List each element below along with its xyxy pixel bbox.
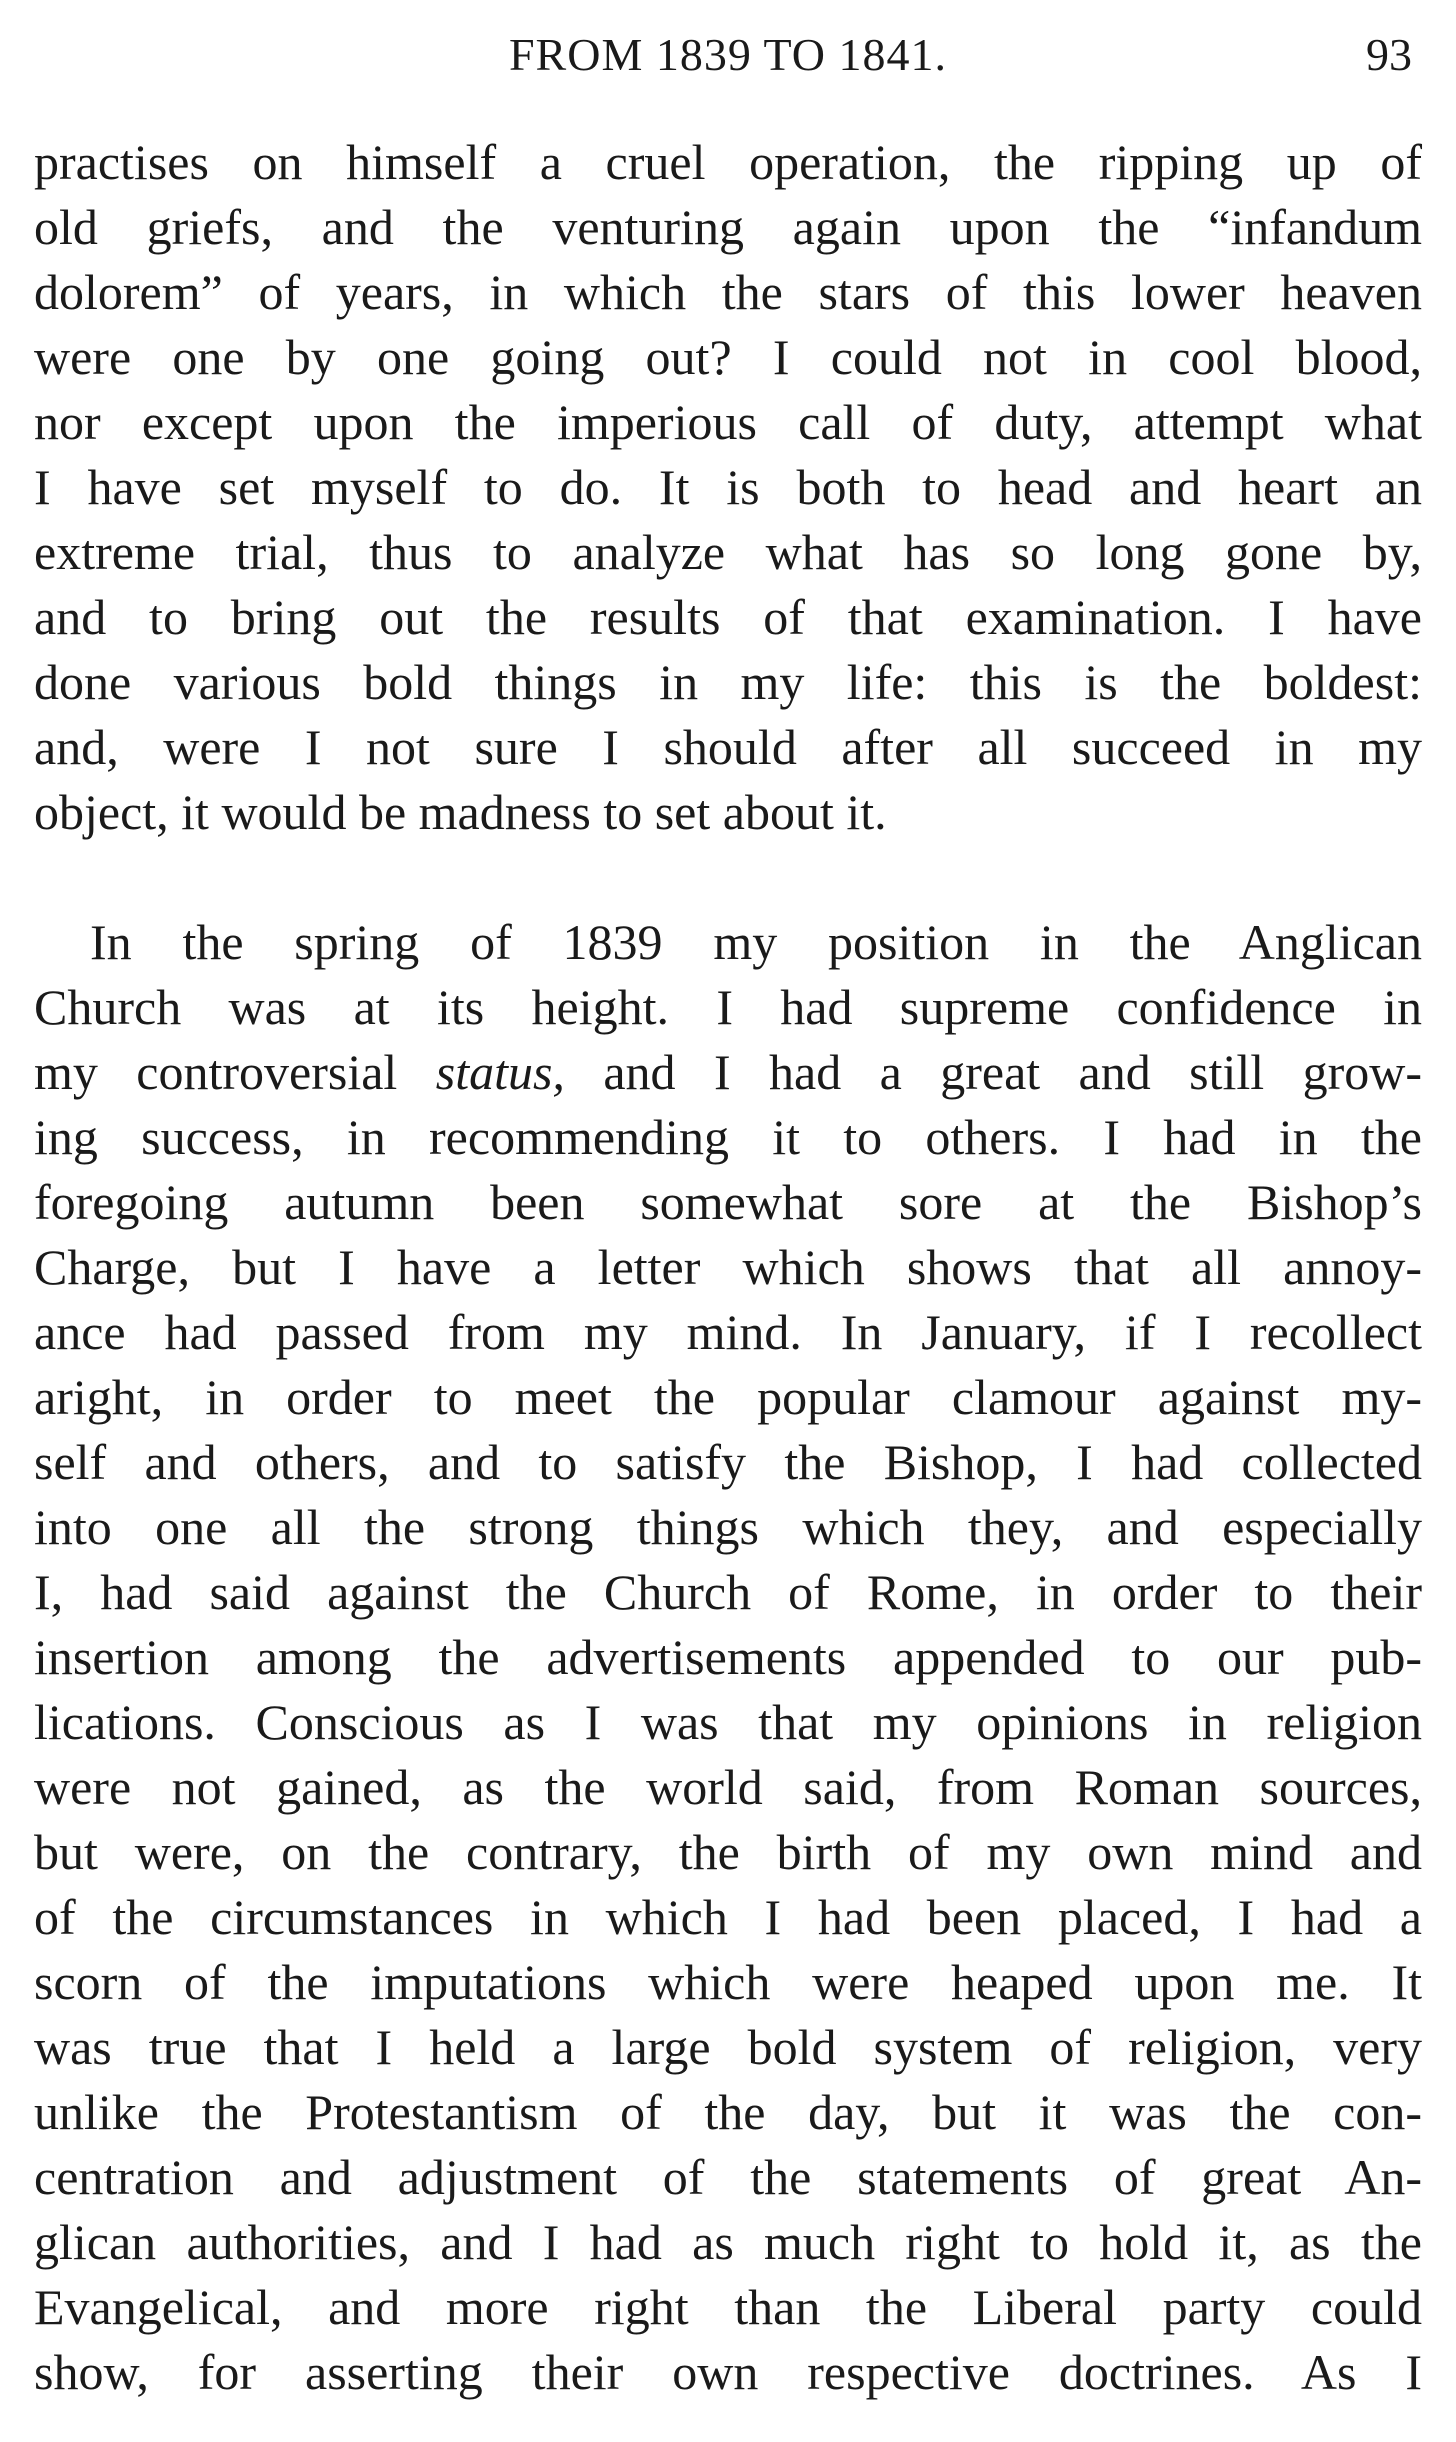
- text-line: unlike the Protestantism of the day, but it was the con-: [34, 2084, 1422, 2140]
- text-line: into one all the strong things which they, and especially: [34, 1499, 1422, 1555]
- text-line: Evangelical, and more right than the Liberal party could: [34, 2279, 1422, 2335]
- text-line: I, had said against the Church of Rome, in order to their: [34, 1564, 1422, 1620]
- italic-text-run: status,: [435, 1044, 565, 1100]
- paragraph-break: [34, 845, 1422, 910]
- paragraph: [34, 130, 1422, 845]
- text-line: of the circumstances in which I had been placed, I had a: [34, 1889, 1422, 1945]
- page-number: 93: [1366, 29, 1412, 80]
- text-line: done various bold things in my life: this is the boldest:: [34, 654, 1422, 710]
- text-line: were one by one going out? I could not in cool blood,: [34, 329, 1422, 385]
- running-title: FROM 1839 TO 1841.: [508, 29, 948, 80]
- body-text: [34, 130, 1422, 2405]
- text-line: lications. Conscious as I was that my opinions in religion: [34, 1694, 1422, 1750]
- text-line: old griefs, and the venturing again upon the “infandum: [34, 199, 1422, 255]
- text-line: Charge, but I have a letter which shows that all annoy-: [34, 1239, 1422, 1295]
- text-line: show, for asserting their own respective doctrines. As I: [34, 2344, 1422, 2400]
- text-line: were not gained, as the world said, from Roman sources,: [34, 1759, 1422, 1815]
- text-line: aright, in order to meet the popular clamour against my-: [34, 1369, 1422, 1425]
- text-line: object, it would be madness to set about it.: [34, 784, 887, 840]
- text-line: glican authorities, and I had as much right to hold it, as the: [34, 2214, 1422, 2270]
- text-line: Church was at its height. I had supreme confidence in: [34, 979, 1422, 1035]
- text-line: In the spring of 1839 my position in the Anglican: [90, 914, 1422, 970]
- text-line: insertion among the advertisements appended to our pub-: [34, 1629, 1422, 1685]
- text-line: scorn of the imputations which were heaped upon me. It: [34, 1954, 1422, 2010]
- text-line: extreme trial, thus to analyze what has so long gone by,: [34, 524, 1422, 580]
- text-line: practises on himself a cruel operation, the ripping up of: [34, 134, 1422, 190]
- text-line: and to bring out the results of that examination. I have: [34, 589, 1422, 645]
- text-run: and I had a great and still grow-: [564, 1044, 1423, 1100]
- text-line: but were, on the contrary, the birth of my own mind and: [34, 1824, 1422, 1880]
- text-line: self and others, and to satisfy the Bishop, I had collected: [34, 1434, 1422, 1490]
- text-line: and, were I not sure I should after all succeed in my: [34, 719, 1422, 775]
- paragraph: [34, 910, 1422, 2405]
- text-line: ing success, in recommending it to others. I had in the: [34, 1109, 1422, 1165]
- text-line: centration and adjustment of the statements of great An-: [34, 2149, 1422, 2205]
- text-line: I have set myself to do. It is both to head and heart an: [34, 459, 1422, 515]
- text-line-with-italic: [34, 1040, 1422, 1105]
- text-run: my controversial: [34, 1044, 436, 1100]
- text-line: nor except upon the imperious call of duty, attempt what: [34, 394, 1422, 450]
- text-line: dolorem” of years, in which the stars of this lower heaven: [34, 264, 1422, 320]
- running-head: [0, 28, 1456, 88]
- text-line: foregoing autumn been somewhat sore at the Bishop’s: [34, 1174, 1422, 1230]
- text-line: ance had passed from my mind. In January, if I recollect: [34, 1304, 1422, 1360]
- text-line: was true that I held a large bold system of religion, very: [34, 2019, 1422, 2075]
